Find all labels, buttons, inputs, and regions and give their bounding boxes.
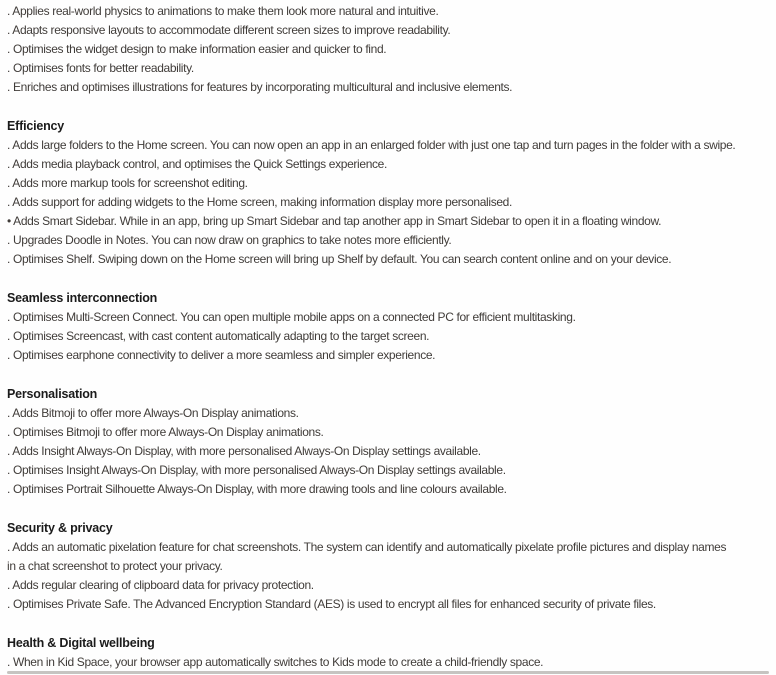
bullet-line: . Optimises Private Safe. The Advanced Encryption Standard (AES) is used to encrypt all files for enhanced security of private files.: [7, 597, 656, 611]
bullet-line: . Optimises earphone connectivity to deliver a more seamless and simpler experience.: [7, 348, 436, 362]
bullet-line: . Adds support for adding widgets to the Home screen, making information display more personalised.: [7, 195, 512, 209]
bullet-line: • Adds Smart Sidebar. While in an app, bring up Smart Sidebar and tap another app in Smart Sidebar to open it in a floating window.: [7, 214, 662, 228]
bullet-line: . Optimises the widget design to make information easier and quicker to find.: [7, 42, 387, 56]
section-heading-seamless-interconnection: Seamless interconnection: [7, 291, 158, 305]
bullet-line: . Optimises Bitmoji to offer more Always-On Display animations.: [7, 425, 324, 439]
section-heading-security-privacy: Security & privacy: [7, 521, 113, 535]
section-heading-efficiency: Efficiency: [7, 119, 65, 133]
bullet-line: . Adapts responsive layouts to accommodate different screen sizes to improve readability.: [7, 23, 451, 37]
bullet-line: . Optimises Multi-Screen Connect. You can open multiple mobile apps on a connected PC for efficient multitasking.: [7, 310, 576, 324]
clipped-text-line: [7, 671, 769, 674]
bullet-line: . Upgrades Doodle in Notes. You can now draw on graphics to take notes more efficiently.: [7, 233, 452, 247]
bullet-line-continuation: in a chat screenshot to protect your privacy.: [7, 559, 223, 573]
bullet-line: . Adds large folders to the Home screen. You can now open an app in an enlarged folder with just one tap and turn pages in the folder with a swipe.: [7, 138, 736, 152]
bullet-line: . Optimises Portrait Silhouette Always-On Display, with more drawing tools and line colours available.: [7, 482, 507, 496]
bullet-line: . Optimises Screencast, with cast content automatically adapting to the target screen.: [7, 329, 430, 343]
bullet-line: . Adds an automatic pixelation feature for chat screenshots. The system can identify and automatically pixelate profile pictures and display names: [7, 540, 727, 554]
bullet-line: . Optimises Insight Always-On Display, with more personalised Always-On Display settings available.: [7, 463, 506, 477]
bullet-line: . When in Kid Space, your browser app automatically switches to Kids mode to create a child-friendly space.: [7, 655, 544, 669]
bullet-line: . Adds media playback control, and optimises the Quick Settings experience.: [7, 157, 387, 171]
bullet-line: . Adds Bitmoji to offer more Always-On Display animations.: [7, 406, 299, 420]
bullet-line: . Applies real-world physics to animations to make them look more natural and intuitive.: [7, 4, 439, 18]
bullet-line: . Adds more markup tools for screenshot editing.: [7, 176, 248, 190]
bullet-line: . Optimises fonts for better readability.: [7, 61, 194, 75]
bullet-line: . Adds regular clearing of clipboard data for privacy protection.: [7, 578, 314, 592]
bullet-line: . Adds Insight Always-On Display, with more personalised Always-On Display settings available.: [7, 444, 481, 458]
section-heading-personalisation: Personalisation: [7, 387, 98, 401]
section-heading-health-digital-wellbeing: Health & Digital wellbeing: [7, 636, 155, 650]
bullet-line: . Enriches and optimises illustrations for features by incorporating multicultural and inclusive elements.: [7, 80, 513, 94]
bullet-line: . Optimises Shelf. Swiping down on the Home screen will bring up Shelf by default. You can search content online and on your device.: [7, 252, 672, 266]
